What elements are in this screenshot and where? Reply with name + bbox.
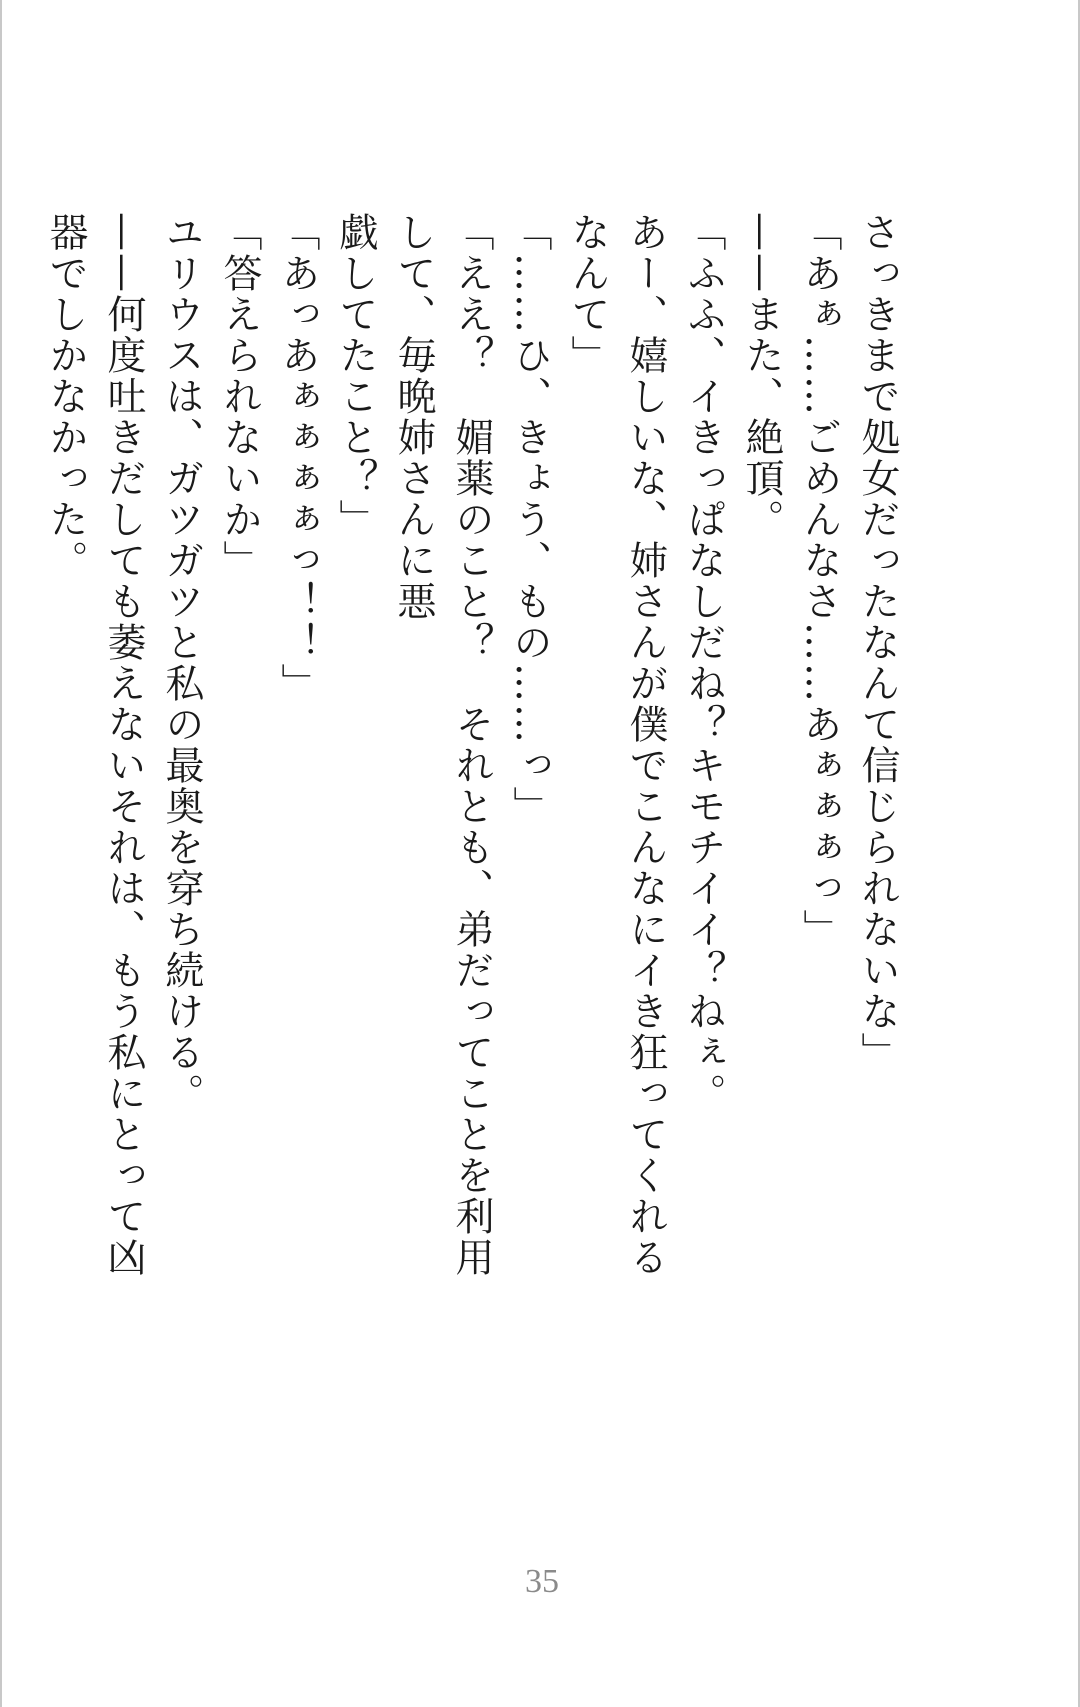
vertical-text-body — [36, 212, 906, 1312]
text-line: 「ええ？ 媚薬のこと？ それとも、弟だってことを利用して、毎晩姉さんに悪 — [391, 212, 494, 1278]
text-line: ——何度吐きだしても萎えないそれは、もう私にとって凶器でしかなかった。 — [43, 212, 146, 1278]
text-line: 「ふふ、イきっぱなしだね？キモチイイ？ねぇ。 — [681, 212, 726, 1114]
text-line: 「答えられないか」 — [217, 212, 262, 581]
text-line: 戯してたこと？」 — [333, 212, 378, 540]
text-line: ——また、絶頂。 — [739, 212, 784, 540]
text-line: ユリウスは、ガツガツと私の最奥を穿ち続ける。 — [159, 212, 204, 1114]
text-line: 「あっあぁぁぁぁっ！！」 — [275, 212, 320, 704]
text-line: あー、嬉しいな、姉さんが僕でこんなにイき狂ってくれるなんて」 — [565, 212, 668, 1278]
text-line: 「……ひ、きょう、もの……っ」 — [507, 212, 552, 827]
text-line: 「あぁ……ごめんなさ……あぁぁぁっ」 — [797, 212, 842, 950]
text-line: さっきまで処女だったなんて信じられないな」 — [855, 212, 900, 1073]
page-number: 35 — [525, 1563, 559, 1600]
